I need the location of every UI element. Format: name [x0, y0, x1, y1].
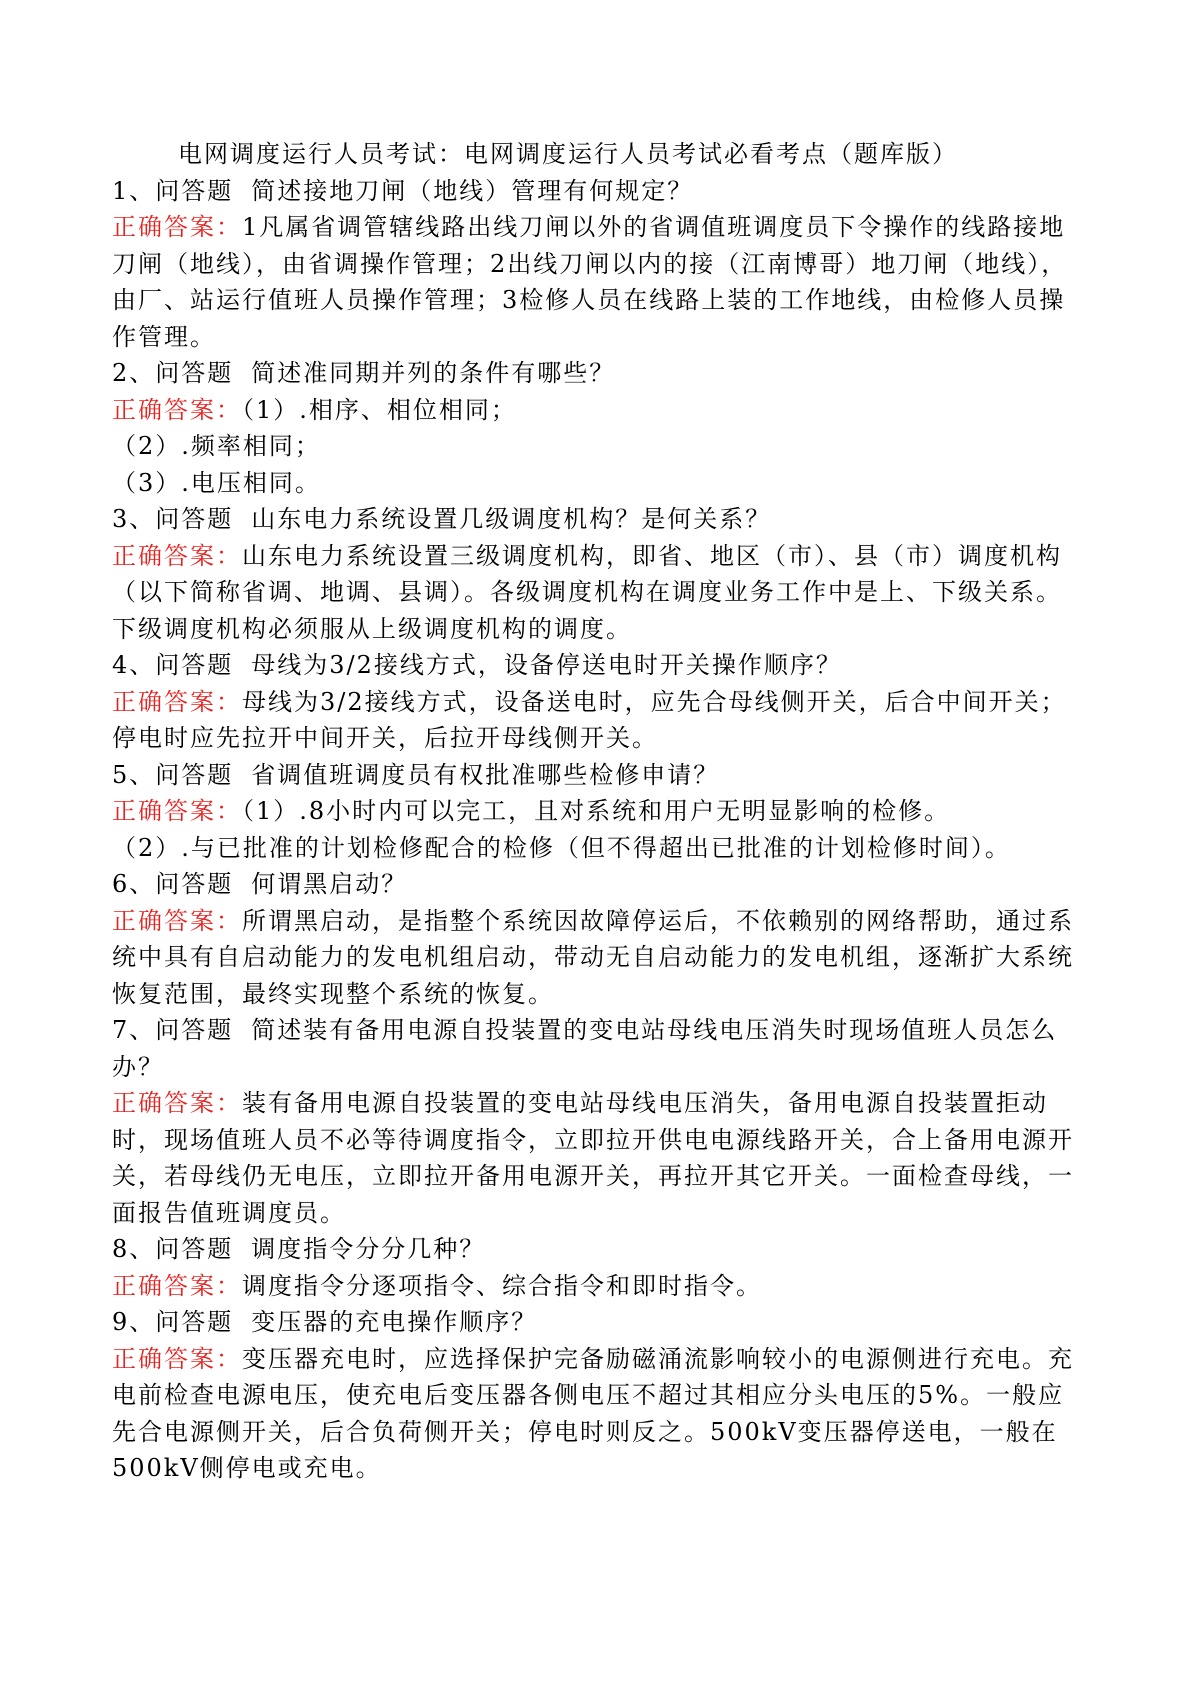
answer-text: （1）.相序、相位相同；	[242, 395, 517, 424]
answer-block	[112, 1085, 1087, 1231]
question-type: 问答题	[155, 651, 234, 679]
answer-paragraph	[112, 465, 1087, 502]
answer-paragraph	[112, 428, 1087, 465]
question-type: 问答题	[155, 870, 234, 898]
answer-label: 正确答案：	[112, 797, 242, 825]
question-number: 3、	[112, 505, 156, 533]
answer-paragraph	[112, 209, 1087, 355]
question-number: 9、	[112, 1308, 156, 1336]
question-text: 简述接地刀闸（地线）管理有何规定？	[251, 176, 694, 205]
question-text: 母线为3/2接线方式，设备停送电时开关操作顺序？	[251, 651, 842, 679]
answer-paragraph	[112, 1085, 1087, 1231]
answer-label: 正确答案：	[112, 1271, 242, 1300]
question-text: 调度指令分分几种？	[251, 1235, 486, 1263]
answer-text: 变压器充电时，应选择保护完备励磁涌流影响较小的电源侧进行充电。充电前检查电源电压，使充电后变压器各侧电压不超过其相应分头电压的5%。一般应先合电源侧开关，后合负荷侧开关；停电时则反之。500kV变压器停送电，一般在500kV侧停电或充电。	[112, 1344, 1074, 1482]
answer-label: 正确答案：	[112, 906, 242, 935]
answer-paragraph	[112, 903, 1087, 1013]
answer-paragraph	[112, 684, 1087, 757]
answer-label: 正确答案：	[112, 395, 242, 424]
answer-text: 所谓黑启动，是指整个系统因故障停运后，不依赖别的网络帮助，通过系统中具有自启动能力的发电机组启动，带动无自启动能力的发电机组，逐渐扩大系统恢复范围，最终实现整个系统的恢复。	[112, 906, 1074, 1008]
question-item	[112, 1012, 1087, 1085]
question-item	[112, 501, 1087, 538]
answer-label: 正确答案：	[112, 213, 242, 241]
question-item	[112, 355, 1087, 392]
answer-label: 正确答案：	[112, 541, 242, 570]
question-item	[112, 757, 1087, 794]
answer-block	[112, 392, 1087, 502]
answer-block	[112, 538, 1087, 648]
question-type: 问答题	[155, 1235, 234, 1263]
question-type: 问答题	[155, 1016, 234, 1044]
answer-block	[112, 209, 1087, 355]
answer-text: 山东电力系统设置三级调度机构，即省、地区（市）、县（市）调度机构（以下简称省调、地调、县调）。各级调度机构在调度业务工作中是上、下级关系。下级调度机构必须服从上级调度机构的调度。	[112, 541, 1062, 643]
answer-block	[112, 903, 1087, 1013]
question-type: 问答题	[155, 760, 234, 789]
question-number: 6、	[112, 870, 156, 898]
answer-block	[112, 793, 1087, 866]
question-text: 简述装有备用电源自投装置的变电站母线电压消失时现场值班人员怎么办？	[112, 1016, 1058, 1081]
question-item	[112, 173, 1087, 210]
question-number: 8、	[112, 1235, 156, 1263]
question-number: 2、	[112, 359, 156, 387]
question-number: 7、	[112, 1016, 156, 1044]
question-number: 4、	[112, 651, 156, 679]
answer-paragraph	[112, 1268, 1087, 1305]
question-text: 何谓黑启动？	[251, 870, 408, 898]
answer-block	[112, 684, 1087, 757]
question-text: 山东电力系统设置几级调度机构？是何关系？	[251, 505, 772, 533]
question-text: 简述准同期并列的条件有哪些？	[251, 359, 616, 387]
document-body	[112, 136, 1087, 1487]
question-type: 问答题	[155, 359, 234, 387]
answer-paragraph	[112, 830, 1087, 867]
document-title: 电网调度运行人员考试：电网调度运行人员考试必看考点（题库版）	[178, 140, 958, 168]
answer-label: 正确答案：	[112, 687, 242, 716]
answer-text: （2）.频率相同；	[112, 432, 321, 460]
answer-paragraph	[112, 1341, 1087, 1487]
question-number: 5、	[112, 760, 156, 789]
answer-label: 正确答案：	[112, 1344, 242, 1373]
answer-label: 正确答案：	[112, 1089, 242, 1117]
answer-block	[112, 1341, 1087, 1487]
question-item	[112, 647, 1087, 684]
answer-text: （3）.电压相同。	[112, 468, 321, 497]
answer-text: 调度指令分逐项指令、综合指令和即时指令。	[242, 1271, 762, 1300]
answer-block	[112, 1268, 1087, 1305]
answer-text: （2）.与已批准的计划检修配合的检修（但不得超出已批准的计划检修时间）。	[112, 833, 1011, 862]
answer-paragraph	[112, 392, 1087, 429]
answer-text: 1凡属省调管辖线路出线刀闸以外的省调值班调度员下令操作的线路接地刀闸（地线），由省调操作管理；2出线刀闸以内的接（江南博哥）地刀闸（地线），由厂、站运行值班人员操作管理；3检修人员在线路上装的工作地线，由检修人员操作管理。	[112, 213, 1068, 351]
question-text: 省调值班调度员有权批准哪些检修申请？	[251, 760, 720, 789]
answer-text: 母线为3/2接线方式，设备送电时，应先合母线侧开关，后合中间开关；停电时应先拉开中间开关，后拉开母线侧开关。	[112, 687, 1067, 752]
answer-text: （1）.8小时内可以完工，且对系统和用户无明显影响的检修。	[242, 797, 951, 825]
question-type: 问答题	[155, 1308, 234, 1336]
question-item	[112, 1231, 1087, 1268]
answer-paragraph	[112, 793, 1087, 830]
question-type: 问答题	[155, 505, 234, 533]
answer-paragraph	[112, 538, 1087, 648]
question-item	[112, 1304, 1087, 1341]
question-number: 1、	[112, 176, 156, 205]
question-type: 问答题	[155, 176, 234, 205]
question-item	[112, 866, 1087, 903]
question-text: 变压器的充电操作顺序？	[251, 1308, 538, 1336]
answer-text: 装有备用电源自投装置的变电站母线电压消失，备用电源自投装置拒动时，现场值班人员不必等待调度指令，立即拉开供电电源线路开关，合上备用电源开关，若母线仍无电压，立即拉开备用电源开关，再拉开其它开关。一面检查母线，一面报告值班调度员。	[112, 1089, 1074, 1227]
